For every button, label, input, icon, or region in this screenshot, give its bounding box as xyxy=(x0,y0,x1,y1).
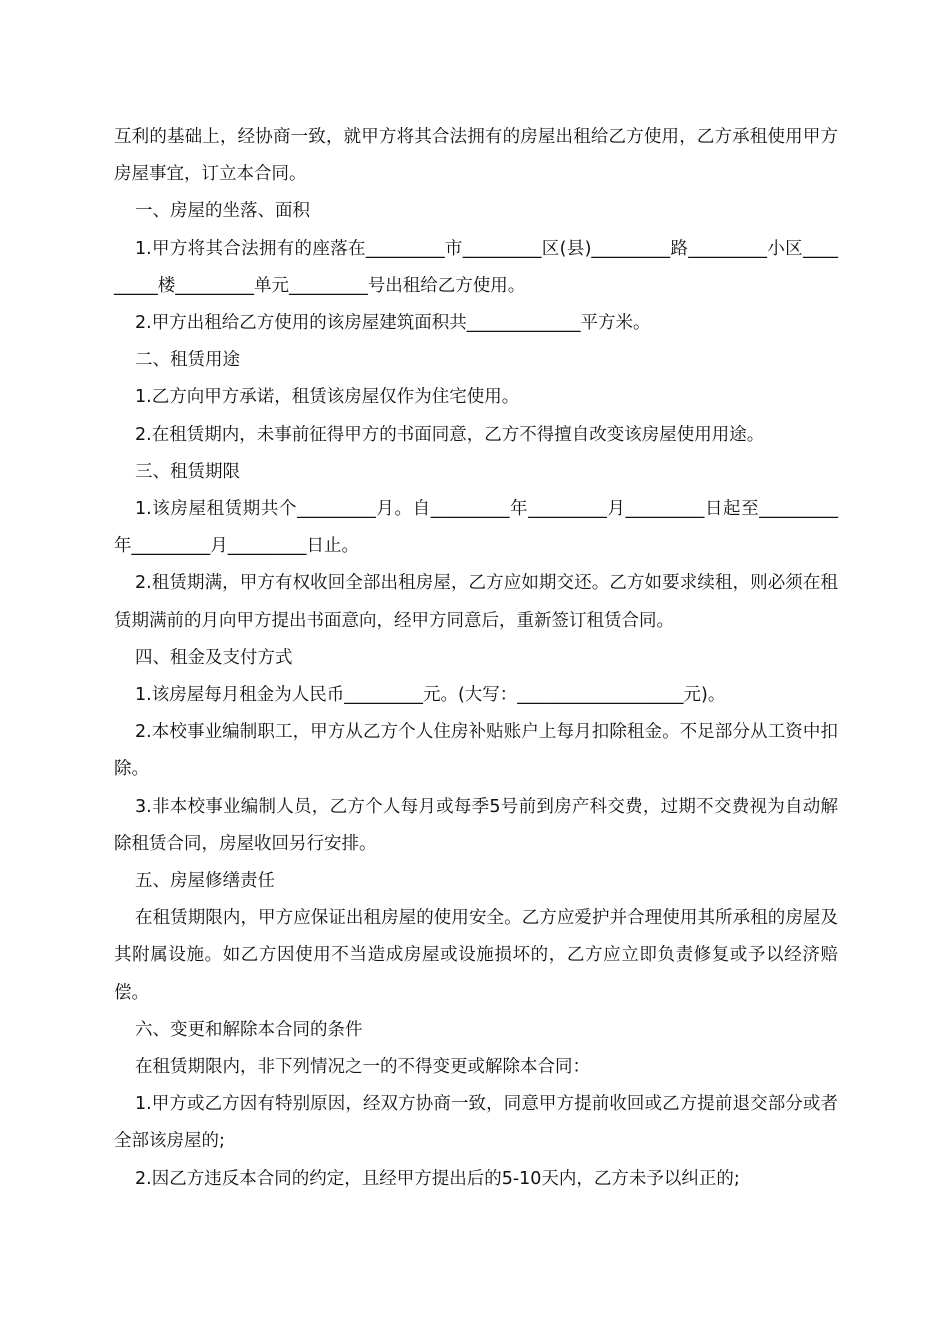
section-heading-change-termination: 六、变更和解除本合同的条件 xyxy=(135,1019,363,1040)
clause-3-2-renewal: 2.租赁期满，甲方有权收回全部出租房屋，乙方应如期交还。乙方如要求续租，则必须在租赁期满前的月向甲方提出书面意向，经甲方同意后，重新签订租赁合同。 xyxy=(114,573,838,631)
clause-1-2-area: 2.甲方出租给乙方使用的该房屋建筑面积共_____________平方米。 xyxy=(135,313,651,334)
clause-3-1-term-dates: 1.该房屋租赁期共个_________月。自_________年_________月_________日起至_________年_________月_________日止。 xyxy=(114,499,838,557)
section-heading-lease-use: 二、租赁用途 xyxy=(135,350,240,371)
clause-6-2-breach: 2.因乙方违反本合同的约定，且经甲方提出后的5-10天内，乙方未予以纠正的; xyxy=(135,1168,740,1189)
clause-6-1-mutual-agreement: 1.甲方或乙方因有特别原因，经双方协商一致，同意甲方提前收回或乙方提前退交部分或者全部该房屋的; xyxy=(114,1094,838,1152)
clause-4-1-monthly-rent: 1.该房屋每月租金为人民币_________元。(大写：___________________元)。 xyxy=(135,685,726,706)
clause-2-1-residential-use: 1.乙方向甲方承诺，租赁该房屋仅作为住宅使用。 xyxy=(135,387,520,408)
clause-4-3-non-staff-payment: 3.非本校事业编制人员，乙方个人每月或每季5号前到房产科交费，过期不交费视为自动解除租赁合同，房屋收回另行安排。 xyxy=(114,796,838,854)
section-heading-repair: 五、房屋修缮责任 xyxy=(135,871,275,892)
paragraph-intro: 互利的基础上，经协商一致，就甲方将其合法拥有的房屋出租给乙方使用，乙方承租使用甲方房屋事宜，订立本合同。 xyxy=(114,127,838,185)
section-heading-lease-term: 三、租赁期限 xyxy=(135,461,240,482)
clause-4-2-staff-deduction: 2.本校事业编制职工，甲方从乙方个人住房补贴账户上每月扣除租金。不足部分从工资中扣除。 xyxy=(114,722,838,780)
clause-1-1-address: 1.甲方将其合法拥有的座落在_________市_________区(县)_________路_________小区_________楼_________单元_________号出租给乙方使用。 xyxy=(114,238,838,296)
section-heading-location-area: 一、房屋的坐落、面积 xyxy=(135,201,310,222)
contract-body xyxy=(114,119,838,1198)
clause-5-repair-responsibility: 在租赁期限内，甲方应保证出租房屋的使用安全。乙方应爱护并合理使用其所承租的房屋及其附属设施。如乙方因使用不当造成房屋或设施损坏的，乙方应立即负责修复或予以经济赔偿。 xyxy=(114,908,838,1003)
clause-6-intro: 在租赁期限内，非下列情况之一的不得变更或解除本合同： xyxy=(135,1057,590,1078)
section-heading-rent-payment: 四、租金及支付方式 xyxy=(135,647,293,668)
clause-2-2-no-change-of-use: 2.在租赁期内，未事前征得甲方的书面同意，乙方不得擅自改变该房屋使用用途。 xyxy=(135,424,765,445)
